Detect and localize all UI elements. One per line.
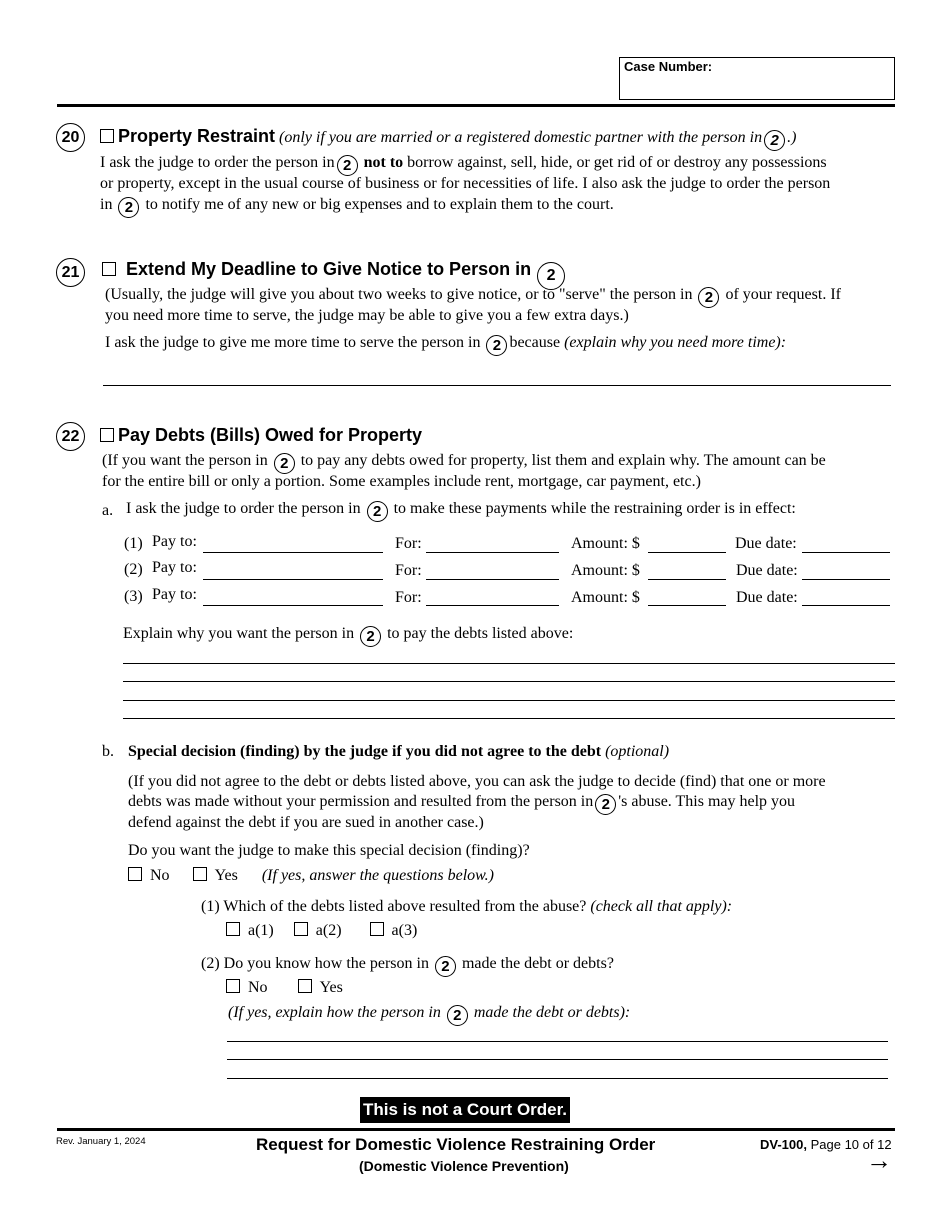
property-restraint-checkbox[interactable] [100,129,114,143]
q2-explain-line-2[interactable] [227,1059,888,1060]
due-date-field[interactable] [802,579,890,580]
for-label: For: [395,562,422,579]
section-20-line-1: I ask the judge to order the person in 2 not to borrow against, sell, hide, or get rid of or destroy any possessions [100,154,827,174]
finding-yes-label: Yes [214,867,238,884]
pay-to-field[interactable] [203,552,383,553]
section-22-heading [100,425,422,446]
pay-to-field[interactable] [203,579,383,580]
header-rule [57,104,895,107]
revision-date: Rev. January 1, 2024 [56,1136,146,1147]
case-number-box[interactable] [619,57,895,100]
pay-row-num: (1) [124,535,143,552]
debt-a1-checkbox[interactable] [226,922,240,936]
debt-a2-label: a(2) [315,922,342,939]
item-a-text: I ask the judge to order the person in 2 to make these payments while the restraining order is in effect: [126,500,796,520]
item-b-answer-row [128,867,494,885]
due-date-field[interactable] [802,552,890,553]
item-b-para-1: (If you did not agree to the debt or debts listed above, you can ask the judge to decide (find) that one or more [128,773,826,790]
due-date-label: Due date: [735,535,797,552]
for-label: For: [395,535,422,552]
finding-yes-checkbox[interactable] [193,867,207,881]
explain-line-2[interactable] [123,681,895,682]
pay-row-num: (2) [124,561,143,578]
amount-label: Amount: $ [571,589,640,606]
next-page-arrow-icon: → [866,1145,892,1175]
section-21-number: 21 [56,258,85,287]
section-21-heading: Extend My Deadline to Give Notice to Person in 2 [102,259,567,290]
form-subtitle: (Domestic Violence Prevention) [359,1158,569,1174]
know-yes-checkbox[interactable] [298,979,312,993]
for-label: For: [395,589,422,606]
section-22-intro-2: for the entire bill or only a portion. Some examples include rent, mortgage, car payment, etc.) [102,473,701,490]
section-21-ask: I ask the judge to give me more time to serve the person in 2 because (explain why you need more time): [105,334,787,354]
section-22-number: 22 [56,422,85,451]
section-21-para-1: (Usually, the judge will give you about two weeks to give notice, or to "serve" the person in 2 of your request. If [105,286,841,306]
section-22-title: Pay Debts (Bills) Owed for Property [118,425,423,445]
pay-to-field[interactable] [203,605,383,606]
question-1-options [226,922,417,940]
explain-prompt: Explain why you want the person in 2 to pay the debts listed above: [123,625,574,645]
explain-line-3[interactable] [123,700,895,701]
section-22-intro-1: (If you want the person in 2 to pay any debts owed for property, list them and explain why. The amount can be [102,452,826,472]
finding-no-checkbox[interactable] [128,867,142,881]
section-20-heading [100,126,796,151]
for-field[interactable] [426,605,559,606]
section-20-line-2: or property, except in the usual course of business or for necessities of life. I also ask the judge to order the person [100,175,831,192]
question-2-options [226,979,343,997]
know-yes-label: Yes [319,979,343,996]
amount-label: Amount: $ [571,535,640,552]
section-20-line-3: in 2 to notify me of any new or big expenses and to explain them to the court. [100,196,614,216]
section-20-number: 20 [56,123,85,152]
item-b-title: Special decision (finding) by the judge if you did not agree to the debt (optional) [128,743,670,760]
item-a-label: a. [102,502,114,519]
form-page-info: DV-100, Page 10 of 12 [760,1137,892,1152]
finding-no-label: No [150,867,170,884]
know-no-checkbox[interactable] [226,979,240,993]
due-date-field[interactable] [802,605,890,606]
explain-line-1[interactable] [123,663,895,664]
q2-explain-line-3[interactable] [227,1078,888,1079]
item-b-question: Do you want the judge to make this special decision (finding)? [128,842,530,859]
amount-field[interactable] [648,605,726,606]
pay-to-label: Pay to: [152,533,197,550]
form-title: Request for Domestic Violence Restraining Order [256,1135,656,1154]
debt-a1-label: a(1) [248,922,274,939]
for-field[interactable] [426,579,559,580]
section-21-title: Extend My Deadline to Give Notice to Person in [126,259,532,279]
debt-a3-label: a(3) [391,922,418,939]
item-b-para-3: defend against the debt if you are sued in another case.) [128,814,484,831]
debt-a3-checkbox[interactable] [370,922,384,936]
pay-to-label: Pay to: [152,586,197,603]
question-2: (2) Do you know how the person in 2 made the debt or debts? [201,955,614,975]
finding-yes-hint: (If yes, answer the questions below.) [261,867,494,884]
case-number-label: Case Number: [624,59,713,74]
section-21-reason-line[interactable] [103,385,891,386]
amount-field[interactable] [648,579,726,580]
item-b-label: b. [102,743,114,760]
explain-line-4[interactable] [123,718,895,719]
question-2-hint: (If yes, explain how the person in 2 made the debt or debts): [228,1004,631,1024]
question-1: (1) Which of the debts listed above resulted from the abuse? (check all that apply): [201,898,733,915]
section-21-para-2: you need more time to serve, the judge may be able to give you a few extra days.) [105,307,629,324]
pay-debts-checkbox[interactable] [100,428,114,442]
pay-row-num: (3) [124,588,143,605]
footer-rule [57,1128,895,1131]
not-court-order-banner: This is not a Court Order. [360,1097,570,1123]
pay-to-label: Pay to: [152,559,197,576]
debt-a2-checkbox[interactable] [294,922,308,936]
item-b-para-2: debts was made without your permission and resulted from the person in 2 's abuse. This may help you [128,793,796,813]
amount-field[interactable] [648,552,726,553]
for-field[interactable] [426,552,559,553]
due-date-label: Due date: [736,589,798,606]
section-20-title: Property Restraint [118,126,276,146]
amount-label: Amount: $ [571,562,640,579]
section-20-subtitle: (only if you are married or a registered domestic partner with the person in 2 .) [279,129,797,149]
extend-deadline-checkbox[interactable] [102,262,116,276]
know-no-label: No [248,979,268,996]
due-date-label: Due date: [736,562,798,579]
q2-explain-line-1[interactable] [227,1041,888,1042]
